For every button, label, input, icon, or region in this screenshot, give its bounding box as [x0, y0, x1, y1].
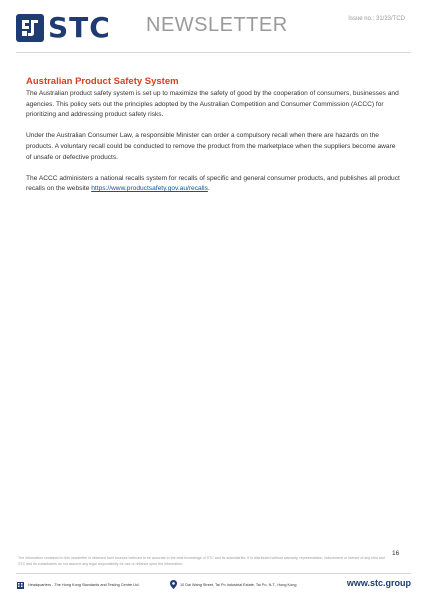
header-divider	[16, 52, 411, 53]
paragraph-3-text: The ACCC administers a national recalls system for recalls of specific and general consumer products, and publishes all product recalls on the website	[26, 174, 400, 193]
article-title: Australian Product Safety System	[26, 76, 179, 87]
stc-logo-icon	[16, 14, 44, 42]
paragraph-3-end: .	[207, 185, 210, 193]
building-icon	[16, 580, 25, 589]
stc-logo	[16, 11, 111, 44]
address-text: 10 Dai Wang Street, Tai Po Industrial Estate, Tai Po, N.T., Hong Kong	[180, 582, 297, 587]
disclaimer: The information contained in this newsletter is obtained from sources believed to be accurate to the best knowledge of STC and its subsidiaries. It is distributed without warranty, representation, inducement or licence of any kind and STC and its subsidiaries do not assume any legal responsibility for use or reliance upon the information.	[18, 556, 385, 566]
page-number: 16	[392, 550, 400, 557]
article-paragraph-3	[26, 174, 400, 195]
website-link[interactable]: www.stc.group	[346, 578, 411, 588]
footer-address	[170, 580, 296, 589]
issue-number: Issue no.: 31/23/TCD	[348, 16, 405, 22]
logo-text: STC	[48, 11, 111, 44]
headquarters-text: Headquarters - The Hong Kong Standards and Testing Centre Ltd.	[28, 582, 140, 587]
newsletter-title: NEWSLETTER	[146, 14, 288, 36]
article	[26, 76, 400, 206]
footer	[16, 578, 411, 592]
recalls-link[interactable]: https://www.productsafety.gov.au/recalls	[91, 185, 208, 193]
newsletter-header	[0, 0, 425, 50]
article-paragraph-1: The Australian product safety system is set up to maximize the safety of good by the cooperation of consumers, businesses and agencies. This policy sets out the principles adopted by the Australian Competition and Consumer Commission (ACCC) for prioritizing and addressing product safety risks.	[26, 90, 399, 119]
article-paragraph-2: Under the Australian Consumer Law, a responsible Minister can order a compulsory recall when there are hazards on the products. A voluntary recall could be conducted to remove the product from the marketplace when the suppliers become aware of unsafe or defective products.	[26, 132, 396, 161]
location-pin-icon	[170, 580, 177, 589]
footer-divider	[16, 573, 411, 574]
footer-headquarters	[16, 580, 140, 589]
